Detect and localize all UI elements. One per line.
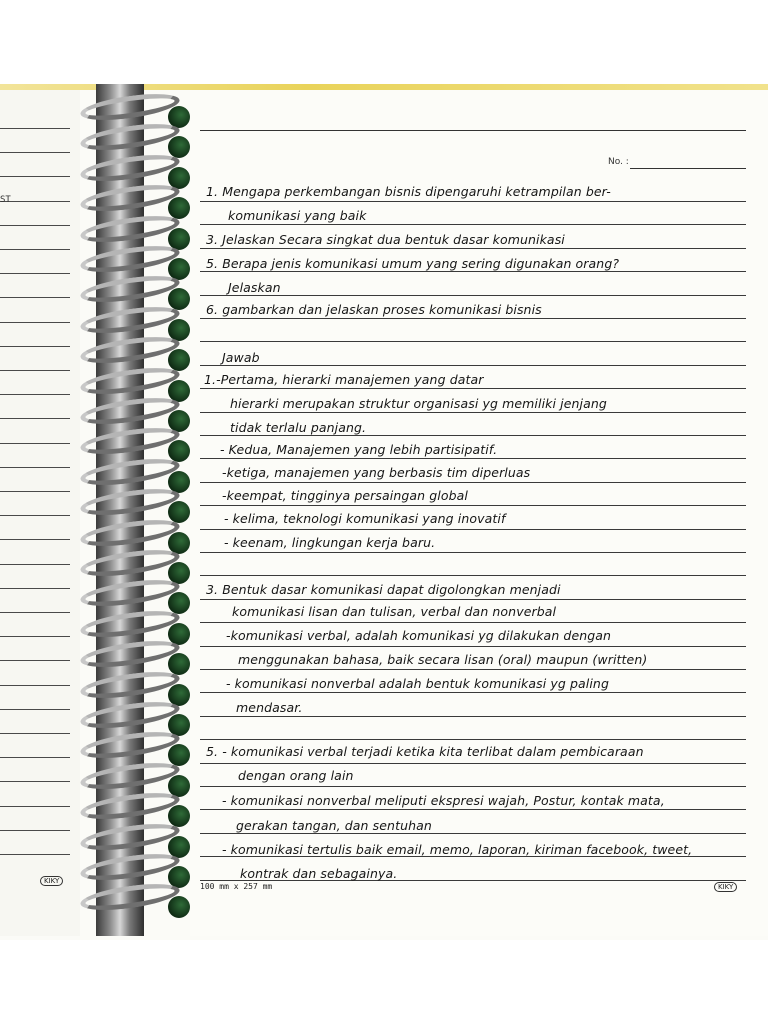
ruled-line <box>200 833 746 834</box>
left-ruled-line <box>0 854 70 855</box>
left-ruled-line <box>0 757 70 758</box>
left-ruled-line <box>0 322 70 323</box>
ruled-line <box>200 763 746 764</box>
left-ruled-line <box>0 830 70 831</box>
left-ruled-line <box>0 176 70 177</box>
left-margin-mark: ST <box>0 195 11 205</box>
question-3: 3. Jelaskan Secara singkat dua bentuk dasar komunikasi <box>206 232 565 247</box>
left-ruled-line <box>0 346 70 347</box>
answer-5-line-2: dengan orang lain <box>238 768 354 783</box>
question-1-line-1: 1. Mengapa perkembangan bisnis dipengaruhi ketrampilan ber- <box>206 184 611 199</box>
ruled-line <box>200 435 746 436</box>
answer-1-line-1: 1.-Pertama, hierarki manajemen yang datar <box>204 372 484 387</box>
answer-5-line-5: - komunikasi tertulis baik email, memo, laporan, kiriman facebook, tweet, <box>222 842 693 857</box>
binding-hole <box>168 349 190 371</box>
answer-3-line-2: komunikasi lisan dan tulisan, verbal dan nonverbal <box>232 604 557 619</box>
left-ruled-line <box>0 515 70 516</box>
answer-1-line-7: - kelima, teknologi komunikasi yang inovatif <box>224 511 506 526</box>
ruled-line <box>200 809 746 810</box>
ruled-line <box>200 622 746 623</box>
question-1-line-2: komunikasi yang baik <box>228 208 367 223</box>
left-ruled-line <box>0 539 70 540</box>
ruled-line <box>200 669 746 670</box>
binding-hole <box>168 744 190 766</box>
left-ruled-line <box>0 418 70 419</box>
answer-3-line-6: mendasar. <box>236 700 303 715</box>
ruled-line <box>200 365 746 366</box>
question-5-line-2: Jelaskan <box>228 280 281 295</box>
left-ruled-line <box>0 612 70 613</box>
ruled-line <box>200 458 746 459</box>
answer-3-line-1: 3. Bentuk dasar komunikasi dapat digolongkan menjadi <box>206 582 561 597</box>
binding-hole <box>168 501 190 523</box>
ruled-line <box>200 318 746 319</box>
answer-1-line-4: - Kedua, Manajemen yang lebih partisipatif. <box>220 442 498 457</box>
ruled-line <box>200 786 746 787</box>
left-ruled-line <box>0 491 70 492</box>
answer-1-line-8: - keenam, lingkungan kerja baru. <box>224 535 436 550</box>
answer-3-line-4: menggunakan bahasa, baik secara lisan (oral) maupun (written) <box>238 652 648 667</box>
page-number-line <box>630 168 746 169</box>
answer-3-line-5: - komunikasi nonverbal adalah bentuk komunikasi yg paling <box>226 676 609 691</box>
left-ruled-line <box>0 443 70 444</box>
answer-1-line-6: -keempat, tingginya persaingan global <box>222 488 468 503</box>
answer-1-line-3: tidak terlalu panjang. <box>230 420 367 435</box>
left-ruled-line <box>0 685 70 686</box>
ruled-line <box>200 295 746 296</box>
left-ruled-line <box>0 370 70 371</box>
ruled-line <box>200 646 746 647</box>
ruled-line <box>200 739 746 740</box>
left-ruled-line <box>0 781 70 782</box>
left-ruled-line <box>0 709 70 710</box>
binding-hole <box>168 288 190 310</box>
left-ruled-line <box>0 564 70 565</box>
binding-hole <box>168 592 190 614</box>
left-ruled-line <box>0 806 70 807</box>
ruled-line <box>200 412 746 413</box>
answer-5-line-3: - komunikasi nonverbal meliputi ekspresi wajah, Postur, kontak mata, <box>222 793 665 808</box>
left-ruled-line <box>0 636 70 637</box>
ruled-line <box>200 692 746 693</box>
left-ruled-line <box>0 225 70 226</box>
answer-5-line-6: kontrak dan sebagainya. <box>240 866 398 881</box>
question-5-line-1: 5. Berapa jenis komunikasi umum yang sering digunakan orang? <box>206 256 620 271</box>
left-ruled-line <box>0 588 70 589</box>
left-ruled-line <box>0 297 70 298</box>
answer-1-line-5: -ketiga, manajemen yang berbasis tim diperluas <box>222 465 531 480</box>
ruled-line <box>200 388 746 389</box>
left-page <box>0 90 80 936</box>
ruled-line <box>200 224 746 225</box>
ruled-line <box>200 575 746 576</box>
ruled-line <box>200 505 746 506</box>
ruled-line <box>200 599 746 600</box>
ruled-line <box>200 716 746 717</box>
left-ruled-line <box>0 660 70 661</box>
ruled-line <box>200 201 746 202</box>
left-ruled-line <box>0 733 70 734</box>
page-number-label: No. : <box>608 157 629 167</box>
answer-5-line-1: 5. - komunikasi verbal terjadi ketika kita terlibat dalam pembicaraan <box>206 744 644 759</box>
left-ruled-line <box>0 467 70 468</box>
ruled-line <box>200 552 746 553</box>
ruled-line <box>200 482 746 483</box>
binding-hole <box>168 440 190 462</box>
binding-hole <box>168 653 190 675</box>
left-ruled-line <box>0 249 70 250</box>
question-6: 6. gambarkan dan jelaskan proses komunikasi bisnis <box>206 302 542 317</box>
left-ruled-line <box>0 152 70 153</box>
ruled-line <box>200 248 746 249</box>
binding-hole <box>168 136 190 158</box>
paper-size-label: 100 mm x 257 mm <box>200 882 273 891</box>
ruled-line <box>200 529 746 530</box>
ruled-line <box>200 341 746 342</box>
answer-3-line-3: -komunikasi verbal, adalah komunikasi yg dilakukan dengan <box>226 628 612 643</box>
binding-hole <box>168 197 190 219</box>
answer-5-line-4: gerakan tangan, dan sentuhan <box>236 818 432 833</box>
brand-logo-left: KIKY <box>40 876 63 886</box>
brand-logo-right: KIKY <box>714 882 737 892</box>
answer-heading: Jawab <box>222 350 260 365</box>
answer-1-line-2: hierarki merupakan struktur organisasi yg memiliki jenjang <box>230 396 607 411</box>
left-ruled-line <box>0 394 70 395</box>
header-rule <box>200 130 746 131</box>
binding-hole <box>168 805 190 827</box>
left-ruled-line <box>0 128 70 129</box>
ruled-line <box>200 271 746 272</box>
binding-hole <box>168 896 190 918</box>
left-ruled-line <box>0 273 70 274</box>
